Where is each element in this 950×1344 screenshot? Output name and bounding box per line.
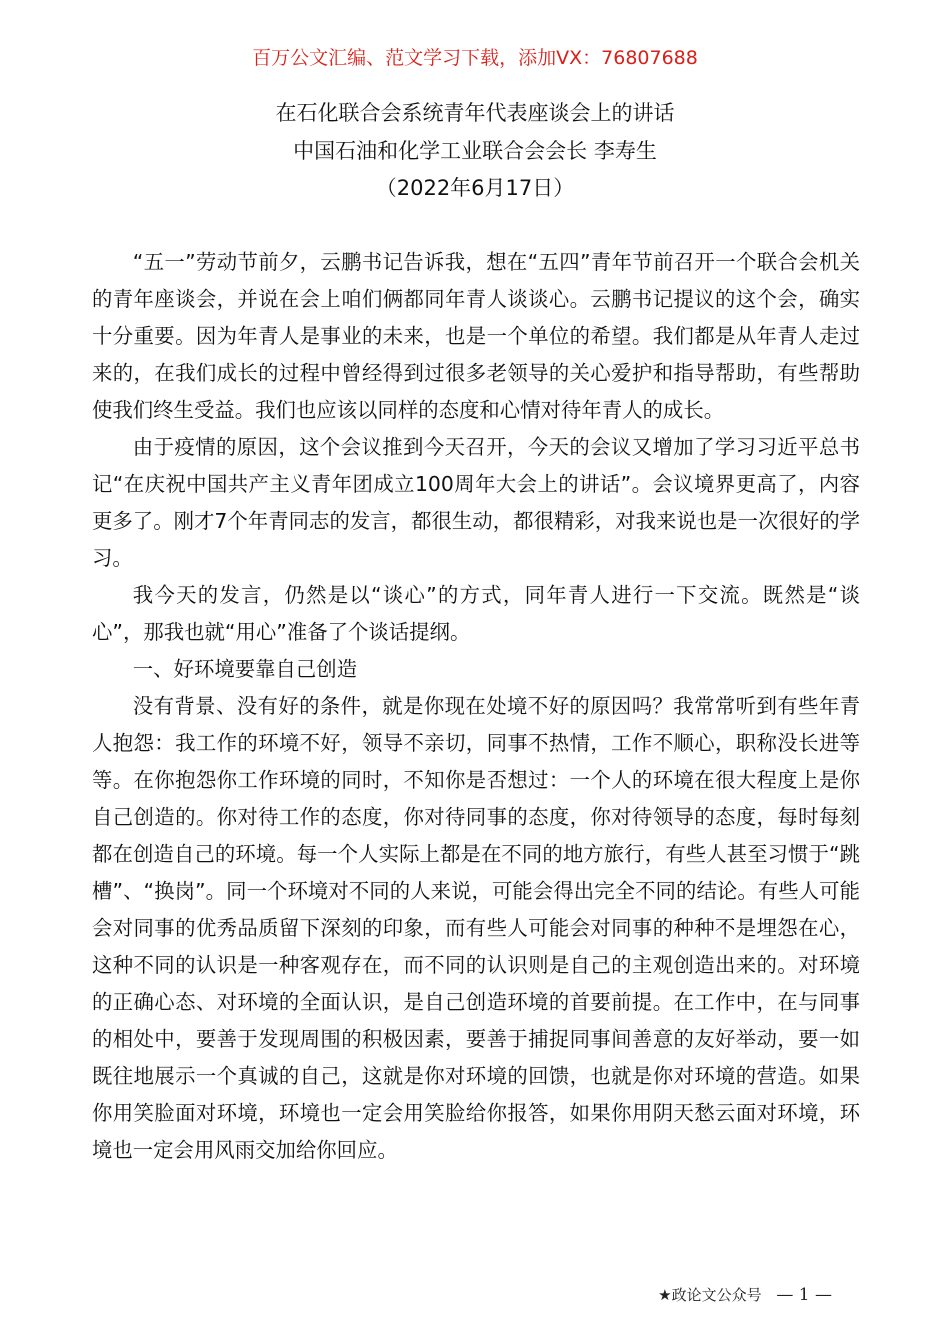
footer-source: ★政论文公众号 [658, 1286, 762, 1304]
body-paragraph-3: 我今天的发言，仍然是以“谈心”的方式，同年青人进行一下交流。既然是“谈心”，那我也就“用心”准备了个谈话提纲。 [92, 583, 860, 644]
promo-banner: 百万公文汇编、范文学习下载，添加VX：76807688 [252, 47, 698, 69]
section-paragraph: 没有背景、没有好的条件，就是你现在处境不好的原因吗？我常常听到有些年青人抱怨：我工作的环境不好，领导不亲切，同事不热情，工作不顺心，职称没长进等等。在你抱怨你工作环境的同时，不知你是否想过：一个人的环境在很大程度上是你自己创造的。你对待工作的态度，你对待同事的态度，你对待领导的态度，每时每刻都在创造自己的环境。每一个人实际上都是在不同的地方旅行，有些人甚至习惯于“跳槽”、“换岗”。同一个环境对不同的人来说，可能会得出完全不同的结论。有些人可能会对同事的优秀品质留下深刻的印象，而有些人可能会对同事的种种不是埋怨在心，这种不同的认识是一种客观存在，而不同的认识则是自己的主观创造出来的。对环境的正确心态、对环境的全面认识，是自己创造环境的首要前提。在工作中，在与同事的相处中，要善于发现周围的积极因素，要善于捕捉同事间善意的友好举动，要一如既往地展示一个真诚的自己，这就是你对环境的回馈，也就是你对环境的营造。如果你用笑脸面对环境，环境也一定会用笑脸给你报答，如果你用阴天愁云面对环境，环境也一定会用风雨交加给你回应。 [92, 694, 860, 1162]
document-title: 在石化联合会系统青年代表座谈会上的讲话 [275, 101, 675, 125]
body-paragraph-2: 由于疫情的原因，这个会议推到今天召开，今天的会议又增加了学习习近平总书记“在庆祝中国共产主义青年团成立100周年大会上的讲话”。会议境界更高了，内容更多了。刚才7个年青同志的发言，都很生动，都很精彩，对我来说也是一次很好的学习。 [92, 435, 860, 570]
page-footer [658, 1284, 832, 1306]
document-body [92, 244, 860, 1169]
date-line: （2022年6月17日） [375, 176, 575, 200]
author-line: 中国石油和化学工业联合会会长 李寿生 [293, 139, 657, 163]
section-heading: 一、好环境要靠自己创造 [132, 657, 358, 681]
page-number: — 1 — [776, 1285, 832, 1305]
body-paragraph-1: “五一”劳动节前夕，云鹏书记告诉我，想在“五四”青年节前召开一个联合会机关的青年座谈会，并说在会上咱们俩都同年青人谈谈心。云鹏书记提议的这个会，确实十分重要。因为年青人是事业的未来，也是一个单位的希望。我们都是从年青人走过来的，在我们成长的过程中曾经得到过很多老领导的关心爱护和指导帮助，有些帮助使我们终生受益。我们也应该以同样的态度和心情对待年青人的成长。 [92, 250, 860, 422]
